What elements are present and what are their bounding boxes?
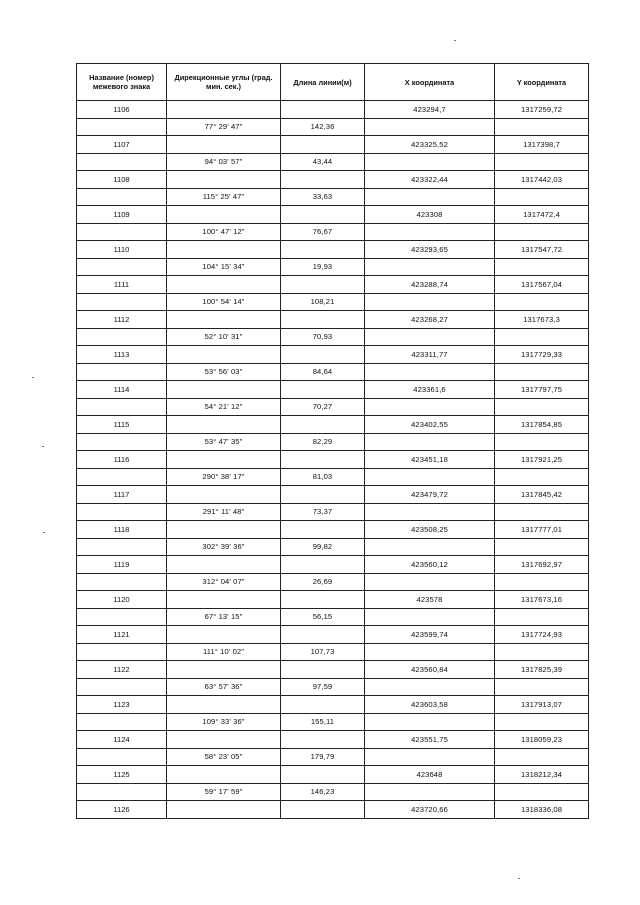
empty-y-cell	[495, 678, 589, 696]
empty-length-cell	[281, 311, 365, 329]
empty-length-cell	[281, 346, 365, 364]
segment-row	[77, 573, 589, 591]
point-x: 423294,7	[365, 101, 495, 119]
empty-x-cell	[365, 188, 495, 206]
segment-row	[77, 713, 589, 731]
segment-angle: 115° 25' 47"	[167, 188, 281, 206]
empty-y-cell	[495, 503, 589, 521]
point-row	[77, 276, 589, 294]
segment-angle: 104° 15' 34"	[167, 258, 281, 276]
point-name: 1118	[77, 521, 167, 539]
point-x: 423578	[365, 591, 495, 609]
point-y: 1317921,25	[495, 451, 589, 469]
point-name: 1126	[77, 801, 167, 819]
empty-angle-cell	[167, 171, 281, 189]
point-x: 423551,75	[365, 731, 495, 749]
segment-length: 108,21	[281, 293, 365, 311]
point-name: 1112	[77, 311, 167, 329]
segment-row	[77, 328, 589, 346]
segment-row	[77, 468, 589, 486]
empty-name-cell	[77, 678, 167, 696]
empty-y-cell	[495, 573, 589, 591]
empty-name-cell	[77, 783, 167, 801]
point-name: 1115	[77, 416, 167, 434]
scan-speck	[518, 878, 520, 879]
empty-x-cell	[365, 608, 495, 626]
point-x: 423560,12	[365, 556, 495, 574]
empty-length-cell	[281, 766, 365, 784]
empty-x-cell	[365, 293, 495, 311]
point-x: 423308	[365, 206, 495, 224]
empty-length-cell	[281, 416, 365, 434]
empty-length-cell	[281, 731, 365, 749]
segment-length: 146,23	[281, 783, 365, 801]
point-y: 1318059,23	[495, 731, 589, 749]
point-name: 1123	[77, 696, 167, 714]
point-y: 1317825,39	[495, 661, 589, 679]
segment-length: 70,93	[281, 328, 365, 346]
point-row	[77, 556, 589, 574]
point-row	[77, 486, 589, 504]
empty-length-cell	[281, 626, 365, 644]
empty-x-cell	[365, 678, 495, 696]
empty-y-cell	[495, 468, 589, 486]
point-y: 1318212,34	[495, 766, 589, 784]
empty-length-cell	[281, 451, 365, 469]
point-row	[77, 101, 589, 119]
empty-name-cell	[77, 398, 167, 416]
empty-angle-cell	[167, 346, 281, 364]
segment-row	[77, 748, 589, 766]
segment-length: 43,44	[281, 153, 365, 171]
segment-length: 33,63	[281, 188, 365, 206]
segment-row	[77, 188, 589, 206]
point-row	[77, 696, 589, 714]
empty-y-cell	[495, 153, 589, 171]
empty-angle-cell	[167, 241, 281, 259]
empty-name-cell	[77, 713, 167, 731]
point-x: 423322,44	[365, 171, 495, 189]
empty-angle-cell	[167, 766, 281, 784]
empty-name-cell	[77, 153, 167, 171]
point-name: 1107	[77, 136, 167, 154]
point-name: 1111	[77, 276, 167, 294]
scan-speck	[43, 532, 45, 533]
segment-row	[77, 783, 589, 801]
point-y: 1317673,3	[495, 311, 589, 329]
segment-row	[77, 398, 589, 416]
empty-length-cell	[281, 136, 365, 154]
point-name: 1106	[77, 101, 167, 119]
empty-x-cell	[365, 258, 495, 276]
point-y: 1317854,85	[495, 416, 589, 434]
segment-row	[77, 608, 589, 626]
empty-name-cell	[77, 503, 167, 521]
empty-y-cell	[495, 608, 589, 626]
empty-y-cell	[495, 363, 589, 381]
empty-length-cell	[281, 801, 365, 819]
empty-angle-cell	[167, 276, 281, 294]
segment-row	[77, 293, 589, 311]
empty-angle-cell	[167, 101, 281, 119]
point-x: 423479,72	[365, 486, 495, 504]
empty-angle-cell	[167, 521, 281, 539]
point-name: 1122	[77, 661, 167, 679]
segment-length: 142,36	[281, 118, 365, 136]
point-name: 1125	[77, 766, 167, 784]
empty-y-cell	[495, 643, 589, 661]
segment-row	[77, 538, 589, 556]
segment-angle: 302° 39' 36"	[167, 538, 281, 556]
empty-angle-cell	[167, 661, 281, 679]
empty-name-cell	[77, 748, 167, 766]
empty-x-cell	[365, 328, 495, 346]
empty-x-cell	[365, 503, 495, 521]
segment-angle: 100° 54' 14"	[167, 293, 281, 311]
empty-angle-cell	[167, 591, 281, 609]
empty-y-cell	[495, 258, 589, 276]
empty-y-cell	[495, 538, 589, 556]
empty-name-cell	[77, 223, 167, 241]
segment-row	[77, 433, 589, 451]
point-y: 1317259,72	[495, 101, 589, 119]
empty-y-cell	[495, 293, 589, 311]
empty-angle-cell	[167, 696, 281, 714]
point-x: 423720,66	[365, 801, 495, 819]
empty-y-cell	[495, 713, 589, 731]
empty-x-cell	[365, 223, 495, 241]
empty-y-cell	[495, 783, 589, 801]
point-x: 423402,55	[365, 416, 495, 434]
empty-angle-cell	[167, 556, 281, 574]
empty-length-cell	[281, 171, 365, 189]
point-row	[77, 206, 589, 224]
empty-x-cell	[365, 713, 495, 731]
point-row	[77, 311, 589, 329]
segment-length: 73,37	[281, 503, 365, 521]
point-name: 1116	[77, 451, 167, 469]
point-y: 1317724,93	[495, 626, 589, 644]
empty-name-cell	[77, 608, 167, 626]
empty-x-cell	[365, 783, 495, 801]
point-x: 423451,18	[365, 451, 495, 469]
point-name: 1110	[77, 241, 167, 259]
segment-row	[77, 643, 589, 661]
point-name: 1120	[77, 591, 167, 609]
header-y: Y координата	[495, 64, 589, 101]
segment-row	[77, 118, 589, 136]
point-y: 1317472,4	[495, 206, 589, 224]
point-name: 1108	[77, 171, 167, 189]
empty-name-cell	[77, 538, 167, 556]
empty-y-cell	[495, 433, 589, 451]
header-length: Длина линии(м)	[281, 64, 365, 101]
empty-name-cell	[77, 468, 167, 486]
empty-x-cell	[365, 573, 495, 591]
segment-angle: 100° 47' 12"	[167, 223, 281, 241]
header-x: X координата	[365, 64, 495, 101]
document-sheet	[76, 63, 588, 819]
segment-angle: 111° 10' 02"	[167, 643, 281, 661]
segment-row	[77, 258, 589, 276]
point-y: 1318336,08	[495, 801, 589, 819]
empty-name-cell	[77, 118, 167, 136]
point-row	[77, 801, 589, 819]
empty-length-cell	[281, 276, 365, 294]
point-name: 1113	[77, 346, 167, 364]
point-name: 1109	[77, 206, 167, 224]
segment-angle: 109° 33' 36"	[167, 713, 281, 731]
scan-speck	[32, 377, 34, 378]
point-name: 1124	[77, 731, 167, 749]
segment-length: 82,29	[281, 433, 365, 451]
point-y: 1317692,97	[495, 556, 589, 574]
point-row	[77, 136, 589, 154]
point-name: 1117	[77, 486, 167, 504]
segment-row	[77, 503, 589, 521]
segment-angle: 67° 13' 15"	[167, 608, 281, 626]
point-name: 1114	[77, 381, 167, 399]
empty-x-cell	[365, 433, 495, 451]
point-y: 1317797,75	[495, 381, 589, 399]
point-y: 1317673,16	[495, 591, 589, 609]
header-row	[77, 64, 589, 101]
point-x: 423560,84	[365, 661, 495, 679]
empty-angle-cell	[167, 626, 281, 644]
point-x: 423361,6	[365, 381, 495, 399]
point-row	[77, 451, 589, 469]
point-x: 423325,52	[365, 136, 495, 154]
empty-y-cell	[495, 748, 589, 766]
point-x: 423648	[365, 766, 495, 784]
empty-y-cell	[495, 188, 589, 206]
segment-length: 99,82	[281, 538, 365, 556]
point-y: 1317729,33	[495, 346, 589, 364]
empty-name-cell	[77, 188, 167, 206]
point-x: 423508,25	[365, 521, 495, 539]
point-y: 1317567,04	[495, 276, 589, 294]
point-row	[77, 416, 589, 434]
empty-angle-cell	[167, 136, 281, 154]
segment-angle: 53° 56' 03"	[167, 363, 281, 381]
segment-angle: 290° 38' 17"	[167, 468, 281, 486]
segment-angle: 63° 57' 36"	[167, 678, 281, 696]
empty-length-cell	[281, 661, 365, 679]
segment-length: 81,03	[281, 468, 365, 486]
segment-row	[77, 678, 589, 696]
empty-name-cell	[77, 258, 167, 276]
segment-angle: 54° 21' 12"	[167, 398, 281, 416]
segment-angle: 53° 47' 35"	[167, 433, 281, 451]
empty-length-cell	[281, 241, 365, 259]
empty-y-cell	[495, 398, 589, 416]
point-row	[77, 171, 589, 189]
empty-name-cell	[77, 293, 167, 311]
point-y: 1317845,42	[495, 486, 589, 504]
table-body	[77, 101, 589, 819]
point-row	[77, 626, 589, 644]
empty-length-cell	[281, 486, 365, 504]
empty-name-cell	[77, 573, 167, 591]
scan-speck	[454, 40, 456, 41]
segment-length: 26,69	[281, 573, 365, 591]
empty-length-cell	[281, 556, 365, 574]
segment-row	[77, 223, 589, 241]
empty-y-cell	[495, 223, 589, 241]
point-row	[77, 521, 589, 539]
empty-angle-cell	[167, 416, 281, 434]
empty-length-cell	[281, 521, 365, 539]
point-y: 1317777,01	[495, 521, 589, 539]
point-row	[77, 766, 589, 784]
point-row	[77, 381, 589, 399]
point-x: 423288,74	[365, 276, 495, 294]
empty-angle-cell	[167, 801, 281, 819]
empty-x-cell	[365, 538, 495, 556]
empty-name-cell	[77, 363, 167, 381]
segment-row	[77, 153, 589, 171]
empty-length-cell	[281, 696, 365, 714]
empty-angle-cell	[167, 206, 281, 224]
empty-x-cell	[365, 398, 495, 416]
empty-x-cell	[365, 118, 495, 136]
empty-angle-cell	[167, 486, 281, 504]
segment-angle: 291° 11' 48"	[167, 503, 281, 521]
empty-y-cell	[495, 328, 589, 346]
point-name: 1121	[77, 626, 167, 644]
segment-length: 56,15	[281, 608, 365, 626]
empty-x-cell	[365, 363, 495, 381]
segment-angle: 312° 04' 07"	[167, 573, 281, 591]
segment-angle: 94° 03' 57"	[167, 153, 281, 171]
point-x: 423293,65	[365, 241, 495, 259]
empty-length-cell	[281, 101, 365, 119]
empty-length-cell	[281, 381, 365, 399]
empty-name-cell	[77, 643, 167, 661]
segment-length: 97,59	[281, 678, 365, 696]
empty-angle-cell	[167, 731, 281, 749]
segment-length: 107,73	[281, 643, 365, 661]
segment-length: 76,67	[281, 223, 365, 241]
empty-angle-cell	[167, 381, 281, 399]
empty-y-cell	[495, 118, 589, 136]
empty-x-cell	[365, 153, 495, 171]
point-x: 423268,27	[365, 311, 495, 329]
point-x: 423311,77	[365, 346, 495, 364]
segment-length: 84,64	[281, 363, 365, 381]
empty-angle-cell	[167, 311, 281, 329]
point-row	[77, 346, 589, 364]
scan-speck	[42, 446, 44, 447]
empty-x-cell	[365, 468, 495, 486]
segment-angle: 52° 10' 31"	[167, 328, 281, 346]
point-row	[77, 241, 589, 259]
empty-name-cell	[77, 328, 167, 346]
point-x: 423603,58	[365, 696, 495, 714]
point-y: 1317913,07	[495, 696, 589, 714]
segment-length: 179,79	[281, 748, 365, 766]
empty-length-cell	[281, 591, 365, 609]
point-name: 1119	[77, 556, 167, 574]
point-y: 1317547,72	[495, 241, 589, 259]
empty-x-cell	[365, 643, 495, 661]
point-y: 1317442,03	[495, 171, 589, 189]
segment-length: 19,93	[281, 258, 365, 276]
point-x: 423599,74	[365, 626, 495, 644]
segment-angle: 77° 29' 47"	[167, 118, 281, 136]
segment-row	[77, 363, 589, 381]
point-row	[77, 731, 589, 749]
header-name: Название (номер) межевого знака	[77, 64, 167, 101]
boundary-coordinates-table	[76, 63, 589, 819]
segment-angle: 59° 17' 59"	[167, 783, 281, 801]
point-row	[77, 661, 589, 679]
segment-angle: 58° 23' 05"	[167, 748, 281, 766]
point-row	[77, 591, 589, 609]
segment-length: 155,11	[281, 713, 365, 731]
empty-x-cell	[365, 748, 495, 766]
empty-angle-cell	[167, 451, 281, 469]
segment-length: 70,27	[281, 398, 365, 416]
header-angle: Дирекционные углы (град. мин. сек.)	[167, 64, 281, 101]
empty-name-cell	[77, 433, 167, 451]
point-y: 1317398,7	[495, 136, 589, 154]
empty-length-cell	[281, 206, 365, 224]
